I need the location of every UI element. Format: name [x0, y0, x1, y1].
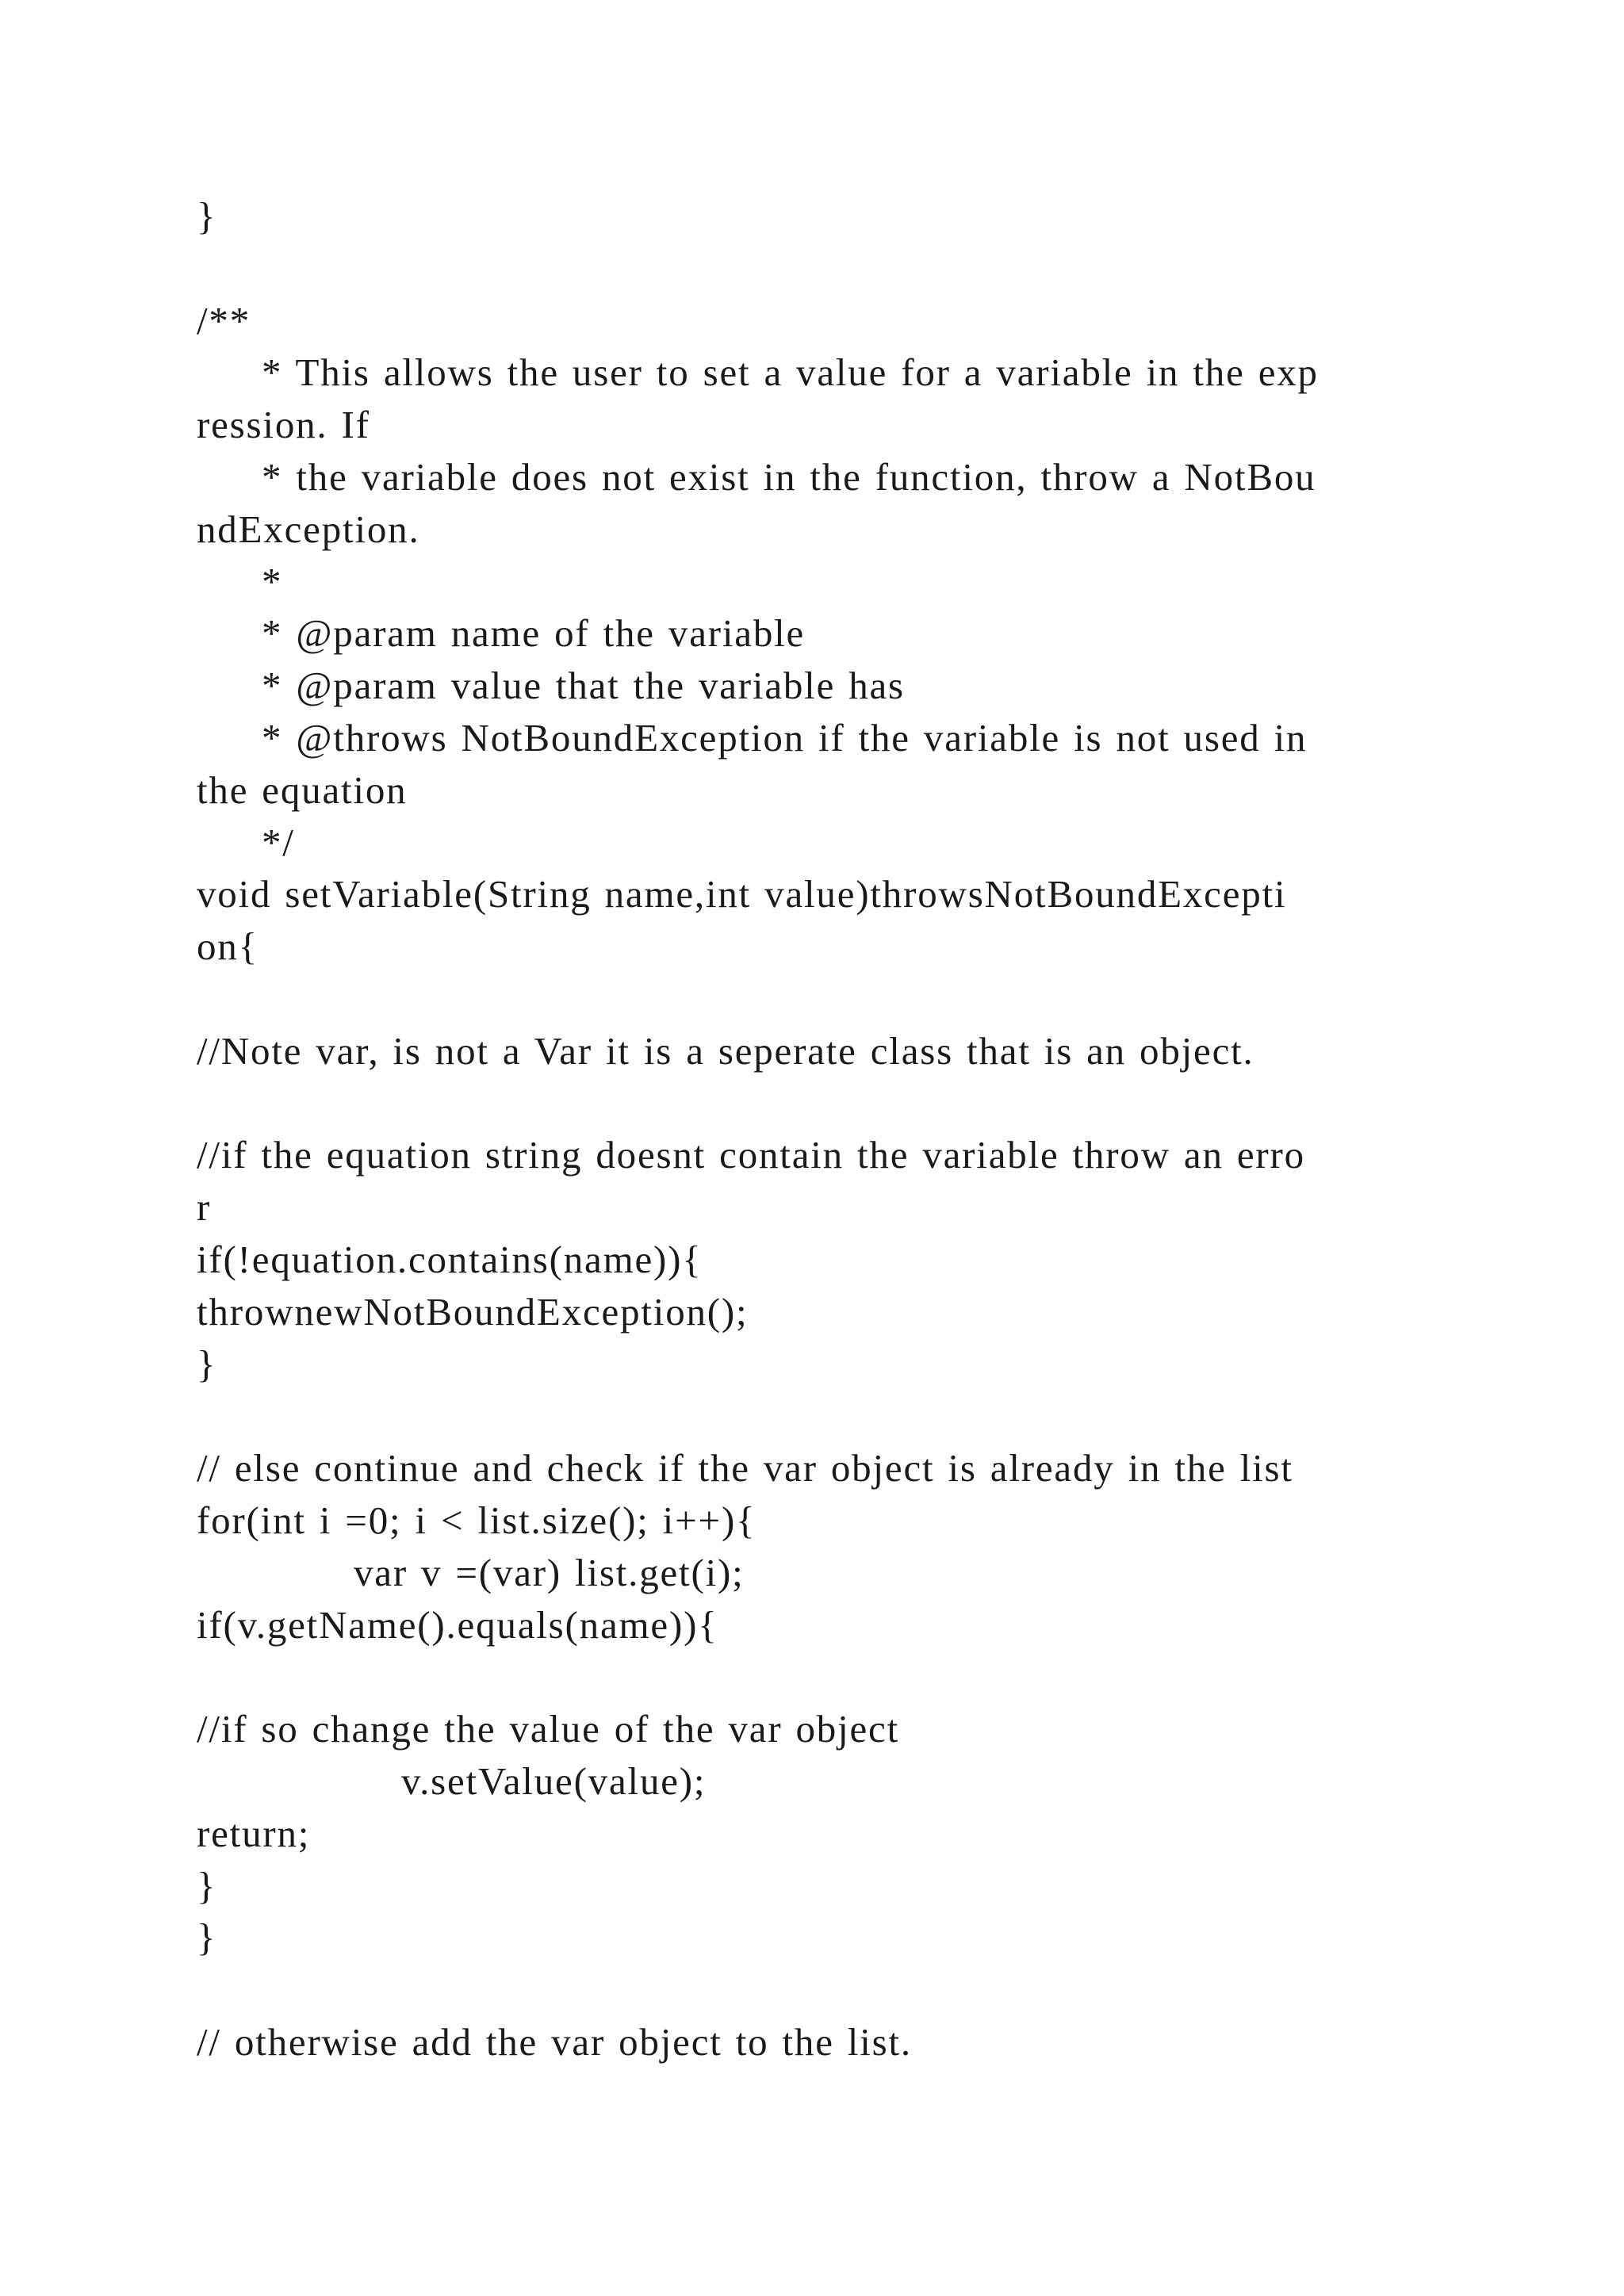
code-text-block	[197, 190, 1434, 2068]
text-line: thrownewNotBoundException();	[197, 1289, 749, 1334]
text-line: //Note var, is not a Var it is a seperate class that is an object.	[197, 1028, 1254, 1073]
text-line: * @param name of the variable	[262, 611, 806, 656]
text-line: the equation	[197, 767, 408, 812]
blank-line	[197, 973, 1434, 1025]
blank-line	[197, 1077, 1434, 1130]
blank-line	[197, 243, 1434, 295]
text-line: ression. If	[197, 403, 370, 447]
text-line: on{	[197, 924, 259, 969]
blank-line	[197, 1390, 1434, 1442]
text-line: }	[197, 194, 217, 238]
text-line: //if so change the value of the var object	[197, 1707, 900, 1751]
text-line: for(int i =0; i < list.size(); i++){	[197, 1498, 756, 1542]
text-line: r	[197, 1185, 212, 1230]
text-line: * @param value that the variable has	[262, 664, 905, 708]
text-line: v.setValue(value);	[401, 1758, 707, 1803]
text-line: var v =(var) list.get(i);	[354, 1550, 745, 1594]
text-line: return;	[197, 1811, 311, 1855]
blank-line	[197, 1651, 1434, 1703]
blank-line	[197, 1964, 1434, 2016]
text-line: // otherwise add the var object to the list.	[197, 2019, 912, 2064]
text-line: * @throws NotBoundException if the variable is not used in	[262, 715, 1308, 760]
text-line: void setVariable(String name,int value)throwsNotBoundExcepti	[197, 872, 1287, 916]
text-line: }	[197, 1341, 217, 1386]
text-line: *	[262, 559, 283, 603]
text-line: if(!equation.contains(name)){	[197, 1237, 703, 1281]
text-line: * the variable does not exist in the function, throw a NotBou	[262, 454, 1316, 499]
text-line: //if the equation string doesnt contain the variable throw an erro	[197, 1133, 1305, 1177]
text-line: // else continue and check if the var object is already in the list	[197, 1446, 1293, 1490]
text-line: }	[197, 1863, 217, 1908]
text-line: if(v.getName().equals(name)){	[197, 1602, 718, 1647]
text-line: */	[262, 820, 295, 864]
text-line: ndException.	[197, 507, 420, 551]
text-line: }	[197, 1915, 217, 1960]
text-line: * This allows the user to set a value for a variable in the exp	[262, 350, 1319, 395]
text-line: /**	[197, 298, 251, 342]
